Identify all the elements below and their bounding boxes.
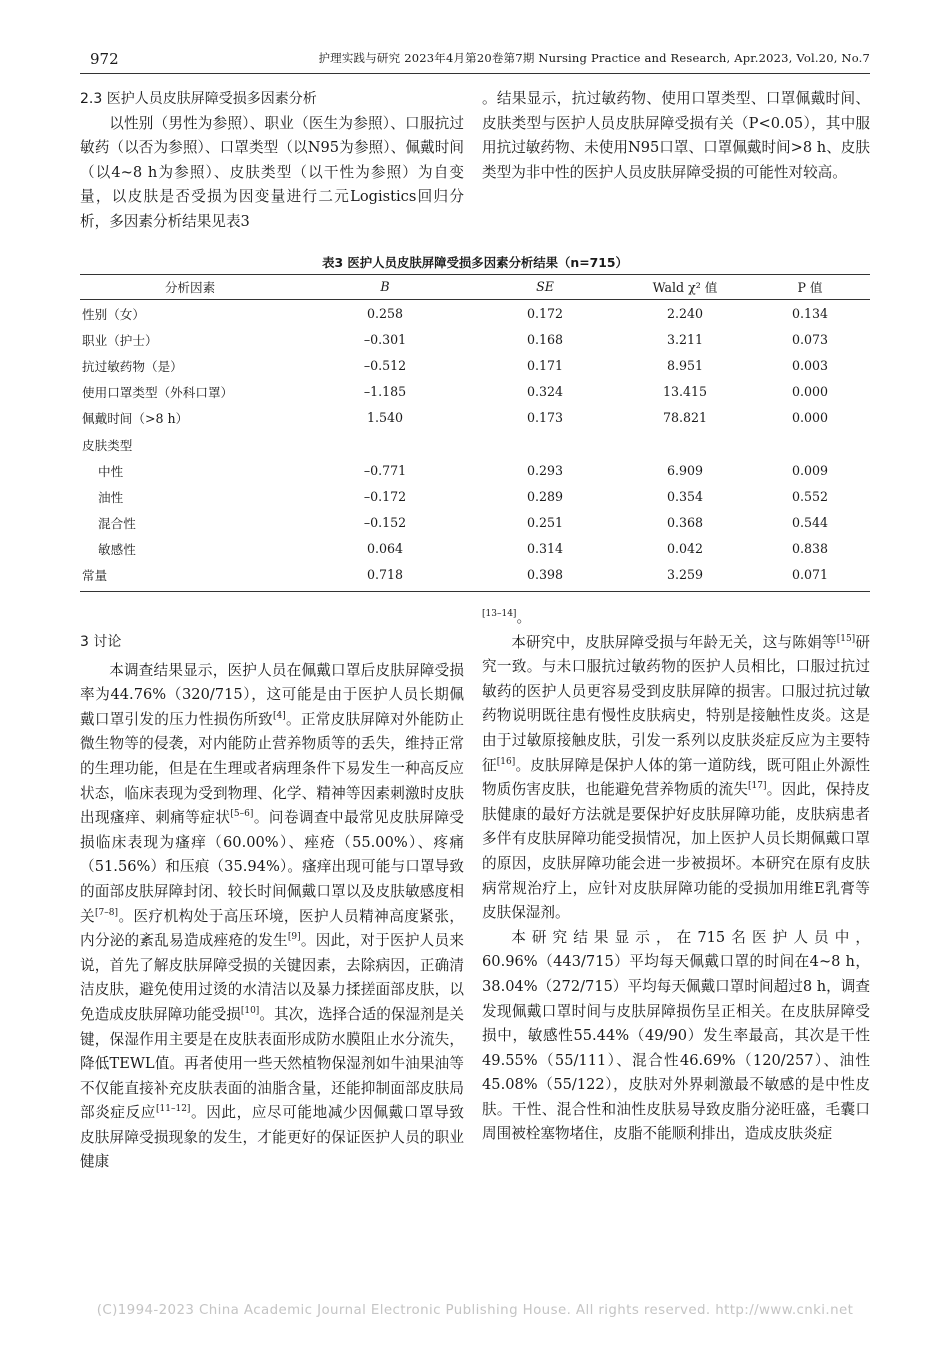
- citation: [17]: [748, 781, 767, 792]
- cell-se: 0.171: [526, 357, 564, 373]
- cell-factor: 皮肤类型: [82, 437, 133, 453]
- discussion-heading: 3 讨论: [80, 634, 122, 650]
- cell-p: 0.009: [791, 462, 829, 478]
- cell-b: –0.771: [363, 462, 407, 478]
- citation: [7–8]: [95, 907, 119, 918]
- table-bottom-rule: [80, 591, 870, 592]
- table-row: [80, 562, 870, 588]
- col-header-p: P 值: [750, 274, 870, 300]
- cell-factor: 油性: [98, 489, 124, 505]
- cell-se: 0.398: [526, 567, 564, 583]
- cell-se: 0.172: [526, 305, 564, 321]
- cell-wald: 0.354: [666, 488, 704, 504]
- cell-wald: 3.259: [666, 567, 704, 583]
- cell-wald: 6.909: [666, 462, 704, 478]
- citation: [13–14]: [482, 609, 517, 619]
- table-row: [80, 300, 870, 327]
- cell-factor: 中性: [98, 463, 124, 479]
- discussion-left: [80, 630, 464, 1291]
- citation: [11–12]: [156, 1104, 191, 1115]
- section-2-3-paragraph-cont: 。结果显示，抗过敏药物、使用口罩类型、口罩佩戴时间、皮肤类型与医护人员皮肤屏障受损有关（P<0.05），其中服用抗过敏药物、未使用N95口罩、口罩佩戴时间>8 h、皮肤类型为非中性的医护人员皮肤屏障受损的可能性对较高。: [482, 90, 870, 181]
- cell-factor: 混合性: [98, 516, 136, 532]
- cell-b: –0.512: [363, 357, 407, 373]
- discussion-paragraph-3: [482, 926, 870, 1320]
- cell-factor: 常量: [82, 568, 108, 584]
- cell-factor: 抗过敏药物（是）: [82, 358, 183, 374]
- cell-factor: 性别（女）: [82, 306, 145, 322]
- discussion-paragraph-1-end: [482, 606, 870, 631]
- cell-factor: 佩戴时间（>8 h）: [82, 411, 189, 427]
- table-3-caption: 表3 医护人员皮肤屏障受损多因素分析结果（n=715）: [322, 255, 628, 270]
- citation: [5–6]: [230, 809, 254, 820]
- citation: [10]: [240, 1005, 260, 1016]
- citation: [16]: [496, 756, 516, 767]
- cell-b: 0.064: [366, 541, 404, 557]
- discussion-right: [482, 606, 870, 1320]
- cell-wald: 0.042: [666, 541, 704, 557]
- discussion-text: 。因此，对于医护人员来说，首先了解皮肤屏障受损的关键因素，去除病因，正确清洁皮肤，避免使用过烫的水清洁以及暴力揉搓面部皮肤，以免造成皮肤屏障功能受损: [80, 932, 464, 1023]
- table-row: [80, 510, 870, 536]
- running-header: [80, 50, 870, 72]
- discussion-text: 。问卷调查中最常见皮肤屏障受损临床表现为瘙痒（60.00%）、痤疮（55.00%）、疼痛（51.56%）和压痕（35.94%）。瘙痒出现可能与口罩导致的面部皮肤屏障封闭、较长时间佩戴口罩以及皮肤敏感度相关: [80, 809, 464, 925]
- table-row: [80, 457, 870, 483]
- cell-p: 0.000: [791, 384, 829, 400]
- cell-p: 0.003: [791, 357, 829, 373]
- discussion-text: 。因此，保持皮肤健康的最好方法就是要保护好皮肤屏障功能，皮肤病患者多伴有皮肤屏障功能受损情况，加上医护人员长期佩戴口罩的原因，皮肤屏障功能会进一步被损坏。本研究在原有皮肤病常规治疗上，应针对皮肤屏障功能的受损加用维E乳膏等皮肤保湿剂。: [482, 781, 870, 922]
- cell-se: 0.324: [526, 384, 564, 400]
- cell-b: –0.172: [363, 488, 407, 504]
- cell-factor: 职业（护士）: [82, 332, 158, 348]
- discussion-text: 。正常皮肤屏障对外能防止微生物等的侵袭，对内能防止营养物质等的丢失，维持正常的生理功能，但是在生理或者病理条件下易发生一种高反应状态，临床表现为受到物理、化学、精神等因素刺激时皮肤出现瘙痒、刺痛等症状: [80, 710, 464, 827]
- cell-se: 0.173: [526, 410, 564, 426]
- copyright-footer: (C)1994-2023 China Academic Journal Electronic Publishing House. All rights reserved. http://www.cnki.net: [96, 1303, 854, 1318]
- cell-wald: [620, 431, 750, 457]
- discussion-paragraph-1: [80, 659, 464, 1291]
- cell-p: 0.134: [791, 305, 829, 321]
- cell-wald: 2.240: [666, 305, 704, 321]
- citation: [4]: [273, 710, 286, 721]
- cell-b: –0.152: [363, 515, 407, 531]
- cell-p: [750, 431, 870, 457]
- table-row: [80, 352, 870, 378]
- cell-b: [300, 431, 470, 457]
- table-row: [80, 483, 870, 509]
- table-header-row: [80, 274, 870, 300]
- discussion-text: 。皮肤屏障是保护人体的第一道防线，既可阻止外源性物质伤害皮肤，也能避免营养物质的流失: [482, 756, 870, 799]
- cell-factor: 使用口罩类型（外科口罩）: [82, 385, 234, 401]
- discussion-text: 。其次，选择合适的保湿剂是关键，保湿作用主要是在皮肤表面形成防水膜阻止水分流失，降低TEWL值。再者使用一些天然植物保湿剂如牛油果油等不仅能直接补充皮肤表面的油脂含量，还能抑制面部皮肤局部炎症反应: [80, 1005, 464, 1122]
- cell-wald: 3.211: [666, 331, 704, 347]
- discussion-text: 。因此，应尽可能地减少因佩戴口罩导致皮肤屏障受损现象的发生，才能更好的保证医护人员的职业健康: [80, 1104, 464, 1171]
- cell-wald: 8.951: [666, 357, 704, 373]
- cell-p: 0.073: [791, 331, 829, 347]
- cell-b: –1.185: [363, 384, 407, 400]
- cell-factor: 敏感性: [98, 542, 136, 558]
- table-3: [80, 274, 870, 588]
- col-header-se: SE: [470, 274, 620, 300]
- discussion-text: 。: [516, 609, 532, 626]
- section-2-3-paragraph: 以性别（男性为参照）、职业（医生为参照）、口服抗过敏药（以否为参照）、口罩类型（以N95为参照）、佩戴时间（以4~8 h为参照）、皮肤类型（以干性为参照）为自变量，以皮肤是否受损为因变量进行二元Logistics回归分析，多因素分析结果见表3: [80, 114, 464, 230]
- citation: [15]: [836, 633, 856, 644]
- table-3-body: [80, 300, 870, 589]
- header-rule: [80, 73, 870, 74]
- table-row: [80, 326, 870, 352]
- discussion-text: 。医疗机构处于高压环境，医护人员精神高度紧张，内分泌的紊乱易造成痤疮的发生: [80, 907, 464, 950]
- col-header-factor: 分析因素: [80, 274, 300, 300]
- cell-wald: 0.368: [666, 515, 704, 531]
- discussion-paragraph-2: [482, 631, 870, 926]
- cell-p: 0.552: [791, 488, 829, 504]
- discussion-text: 本研究结果显示，在715名医护人员中，60.96%（443/715）平均每天佩戴口罩的时间在4~8 h，38.04%（272/715）平均每天佩戴口罩时间超过8 h，调查发现佩戴口罩时间与皮肤屏障损伤呈正相关。在皮肤屏障受损中，敏感性55.44%（49/90）发生率最高，其次是干性49.55%（55/111）、混合性46.69%（120/257）、油性45.08%（55/122），皮肤对外界刺激最不敏感的是中性皮肤。干性、混合性和油性皮肤易导致皮脂分泌旺盛，毛囊口周围被栓塞物堵住，皮脂不能顺利排出，造成皮肤炎症: [482, 928, 870, 1143]
- table-row: [80, 431, 870, 457]
- section-2-3-heading: 2.3 医护人员皮肤屏障受损多因素分析: [80, 91, 317, 107]
- cell-wald: 13.415: [662, 384, 708, 400]
- cell-wald: 78.821: [662, 410, 708, 426]
- discussion-text: 本调查结果显示，医护人员在佩戴口罩后皮肤屏障受损率为44.76%（320/715），这可能是由于医护人员长期佩戴口罩引发的压力性损伤所致: [80, 661, 464, 728]
- cell-b: –0.301: [363, 331, 407, 347]
- cell-b: 1.540: [366, 410, 404, 426]
- cell-p: 0.071: [791, 567, 829, 583]
- cell-p: 0.000: [791, 410, 829, 426]
- col-header-b: B: [300, 274, 470, 300]
- discussion-text: 研究一致。与未口服抗过敏药物的医护人员相比，口服过抗过敏药的医护人员更容易受到皮肤屏障的损害。口服过抗过敏药物说明既往患有慢性皮肤病史，特别是接触性皮炎。这是由于过敏原接触皮肤，引发一系列以皮肤炎症反应为主要特征: [482, 633, 870, 774]
- section-2-3-left: [80, 87, 464, 235]
- page-number: 972: [90, 50, 119, 68]
- section-2-3-right: [482, 87, 870, 210]
- table-row: [80, 405, 870, 431]
- discussion-text: 本研究中，皮肤屏障受损与年龄无关，这与陈娟等: [511, 633, 837, 651]
- table-row: [80, 536, 870, 562]
- cell-se: 0.251: [526, 515, 564, 531]
- cell-b: 0.718: [366, 567, 404, 583]
- table-row: [80, 379, 870, 405]
- cell-se: 0.293: [526, 462, 564, 478]
- cell-p: 0.544: [791, 515, 829, 531]
- journal-info: 护理实践与研究 2023年4月第20卷第7期 Nursing Practice and Research, Apr.2023, Vol.20, No.7: [318, 51, 870, 65]
- cell-se: 0.314: [526, 541, 564, 557]
- citation: [9]: [287, 932, 301, 943]
- cell-se: 0.168: [526, 331, 564, 347]
- cell-se: [470, 431, 620, 457]
- cell-p: 0.838: [791, 541, 829, 557]
- col-header-wald: Wald χ² 值: [620, 274, 750, 300]
- cell-se: 0.289: [526, 488, 564, 504]
- cell-b: 0.258: [366, 305, 404, 321]
